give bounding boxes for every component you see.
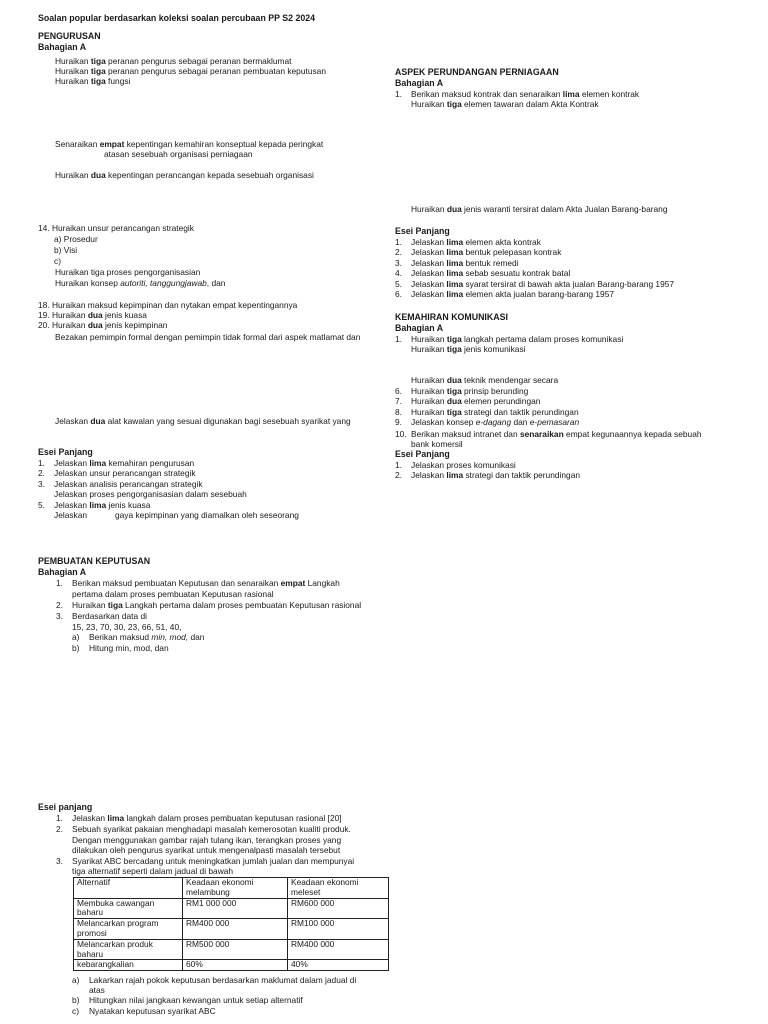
question-item: 1. Huraikan tiga langkah pertama dalam proses komunikasi — [395, 334, 624, 344]
table-cell: Melancarkan produk baharu — [74, 939, 183, 960]
table-row — [74, 919, 389, 940]
question-item: 2. Sebuah syarikat pakaian menghadapi masalah kemerosotan kualiti produk. — [56, 824, 351, 834]
list-item: 4. Jelaskan lima sebab sesuatu kontrak batal — [395, 268, 571, 279]
esei-list — [395, 237, 674, 299]
list-item: 1. Jelaskan lima elemen akta kontrak — [395, 237, 541, 247]
table-cell: Melancarkan program promosi — [74, 919, 183, 940]
esei-list — [395, 460, 580, 481]
question-item: 1. Jelaskan lima langkah dalam proses pembuatan keputusan rasional [20] — [56, 813, 342, 823]
list-item: 6. Huraikan tiga prinsip berunding — [395, 386, 529, 396]
sub-item: a) Prosedur — [54, 234, 98, 244]
question-item: Huraikan dua kepentingan perancangan kepada sesebuah organisasi — [55, 170, 314, 180]
question-item: Huraikan tiga peranan pengurus sebagai peranan bermaklumat — [55, 56, 292, 66]
question-item: 1. Berikan maksud kontrak dan senaraikan lima elemen kontrak — [395, 89, 640, 99]
esei-panjang-heading: Esei Panjang — [38, 447, 93, 457]
bahagian-a-label: Bahagian A — [38, 567, 87, 577]
list-item: 1. Jelaskan proses komunikasi — [395, 460, 516, 470]
list-item: 1. Jelaskan lima kemahiran pengurusan — [38, 458, 195, 468]
table-cell: kebarangkalian — [74, 960, 183, 971]
table-row — [74, 939, 389, 960]
question-item: Jelaskan dua alat kawalan yang sesuai digunakan bagi sesebuah syarikat yang — [55, 416, 351, 426]
question-item: 10. Berikan maksud intranet dan senaraikan empat kegunaannya kepada sebuah — [395, 429, 702, 439]
data-values: 15, 23, 70, 30, 23, 66, 51, 40, — [72, 622, 182, 632]
question-list — [395, 386, 579, 428]
list-item: Jelaskan gaya kepimpinan yang diamalkan oleh seseorang — [54, 510, 299, 521]
esei-list — [38, 458, 299, 520]
sub-item: a) Lakarkan rajah pokok keputusan berdasarkan maklumat dalam jadual di — [72, 975, 357, 985]
sub-item: b) Hitungkan nilai jangkaan kewangan untuk setiap alternatif — [72, 995, 303, 1005]
table-cell: RM600 000 — [288, 898, 389, 919]
table-cell: RM500 000 — [183, 939, 288, 960]
list-item: 5. Jelaskan lima jenis kuasa — [38, 499, 151, 510]
esei-panjang-heading: Esei Panjang — [395, 449, 450, 459]
question-item-continued: pertama dalam proses pembuatan Keputusan rasional — [72, 589, 274, 599]
list-item: 7. Huraikan dua elemen perundingan — [395, 396, 541, 407]
list-item: 2. Jelaskan unsur perancangan strategik — [38, 468, 196, 479]
table-header-cell: Alternatif — [74, 878, 183, 899]
table-cell: RM100 000 — [288, 919, 389, 940]
question-item: Bezakan pemimpin formal dengan pemimpin tidak formal dari aspek matlamat dan — [55, 332, 361, 342]
sub-item: b) Hitung min, mod, dan — [72, 643, 169, 653]
section-heading-kemahiran-komunikasi: KEMAHIRAN KOMUNIKASI — [395, 312, 508, 322]
section-heading-aspek-perundangan: ASPEK PERUNDANGAN PERNIAGAAN — [395, 67, 559, 77]
sub-item: a) Berikan maksud min, mod, dan — [72, 632, 205, 642]
table-cell: 60% — [183, 960, 288, 971]
question-item: 3. Berdasarkan data di — [56, 611, 147, 621]
table-cell: RM400 000 — [288, 939, 389, 960]
question-item: Huraikan dua teknik mendengar secara — [411, 375, 559, 385]
list-item: 5. Jelaskan lima syarat tersirat di bawah akta jualan Barang-barang 1957 — [395, 278, 675, 289]
question-item: Huraikan tiga peranan pengurus sebagai peranan pembuatan keputusan — [55, 66, 326, 76]
table-row — [74, 960, 389, 971]
question-item: Huraikan tiga proses pengorganisasian — [55, 267, 201, 277]
question-item: Huraikan konsep autoriti, tanggungjawab, dan — [55, 278, 226, 288]
list-item: 3. Jelaskan lima bentuk remedi — [395, 257, 519, 268]
bahagian-a-label: Bahagian A — [395, 78, 444, 88]
sub-item: c) Nyatakan keputusan syarikat ABC — [72, 1006, 216, 1016]
question-item: 20. Huraikan dua jenis kepimpinan — [38, 320, 168, 330]
table-row — [74, 898, 389, 919]
sub-item: c) — [54, 256, 61, 266]
table-cell: 40% — [288, 960, 389, 971]
question-item: 2. Huraikan tiga Langkah pertama dalam proses pembuatan Keputusan rasional — [56, 600, 362, 610]
question-item-continued: tiga alternatif seperti dalam jadual di bawah — [72, 866, 234, 876]
alternatives-table — [73, 877, 389, 971]
sub-item: b) Visi — [54, 245, 78, 255]
question-item-continued: dilakukan oleh pengurus syarikat untuk mengenalpasti masalah tersebut — [72, 845, 341, 855]
esei-panjang-heading: Esei Panjang — [395, 226, 450, 236]
question-item: Huraikan tiga elemen tawaran dalam Akta Kontrak — [411, 99, 599, 109]
section-heading-pengurusan: PENGURUSAN — [38, 31, 101, 41]
list-item: 3. Jelaskan analisis perancangan strategik — [38, 478, 203, 489]
table-header-cell: Keadaan ekonomi melambung — [183, 878, 288, 899]
bahagian-a-label: Bahagian A — [395, 323, 444, 333]
question-item: Senaraikan empat kepentingan kemahiran konseptual kepada peringkat — [55, 139, 324, 149]
list-item: 2. Jelaskan lima bentuk pelepasan kontrak — [395, 247, 562, 258]
question-item: 1. Berikan maksud pembuatan Keputusan dan senaraikan empat Langkah — [56, 578, 340, 588]
list-item: Jelaskan proses pengorganisasian dalam sesebuah — [54, 489, 247, 500]
question-item-continued: bank komersil — [411, 439, 463, 449]
table-header-cell: Keadaan ekonomi meleset — [288, 878, 389, 899]
section-heading-pembuatan-keputusan: PEMBUATAN KEPUTUSAN — [38, 556, 151, 566]
question-item: Huraikan tiga jenis komunikasi — [411, 344, 526, 354]
question-item: 14. Huraikan unsur perancangan strategik — [38, 223, 194, 233]
table-cell: RM1 000 000 — [183, 898, 288, 919]
question-item: 3. Syarikat ABC bercadang untuk meningkatkan jumlah jualan dan mempunyai — [56, 856, 355, 866]
list-item: 2. Jelaskan lima strategi dan taktik perundingan — [395, 470, 581, 481]
question-item: 19. Huraikan dua jenis kuasa — [38, 310, 147, 320]
document-title: Soalan popular berdasarkan koleksi soalan percubaan PP S2 2024 — [38, 13, 316, 23]
table-header-row — [74, 878, 389, 899]
bahagian-a-label: Bahagian A — [38, 42, 87, 52]
question-item: 18. Huraikan maksud kepimpinan dan nytakan empat kepentingannya — [38, 300, 298, 310]
list-item: 8. Huraikan tiga strategi dan taktik perundingan — [395, 406, 579, 417]
sub-item-continued: atas — [89, 985, 105, 995]
question-item-continued: Dengan menggunakan gambar rajah tulang ikan, terangkan proses yang — [72, 835, 342, 845]
question-item: Huraikan dua jenis waranti tersirat dalam Akta Jualan Barang-barang — [411, 204, 668, 214]
list-item: 9. Jelaskan konsep e-dagang dan e-pemasaran — [395, 417, 580, 428]
question-item-continued: atasan sesebuah organisasi perniagaan — [104, 149, 253, 159]
table-cell: Membuka cawangan baharu — [74, 898, 183, 919]
esei-panjang-heading: Esei panjang — [38, 802, 93, 812]
list-item: 6. Jelaskan lima elemen akta jualan barang-barang 1957 — [395, 289, 615, 300]
question-item: Huraikan tiga fungsi — [55, 76, 131, 86]
table-cell: RM400 000 — [183, 919, 288, 940]
